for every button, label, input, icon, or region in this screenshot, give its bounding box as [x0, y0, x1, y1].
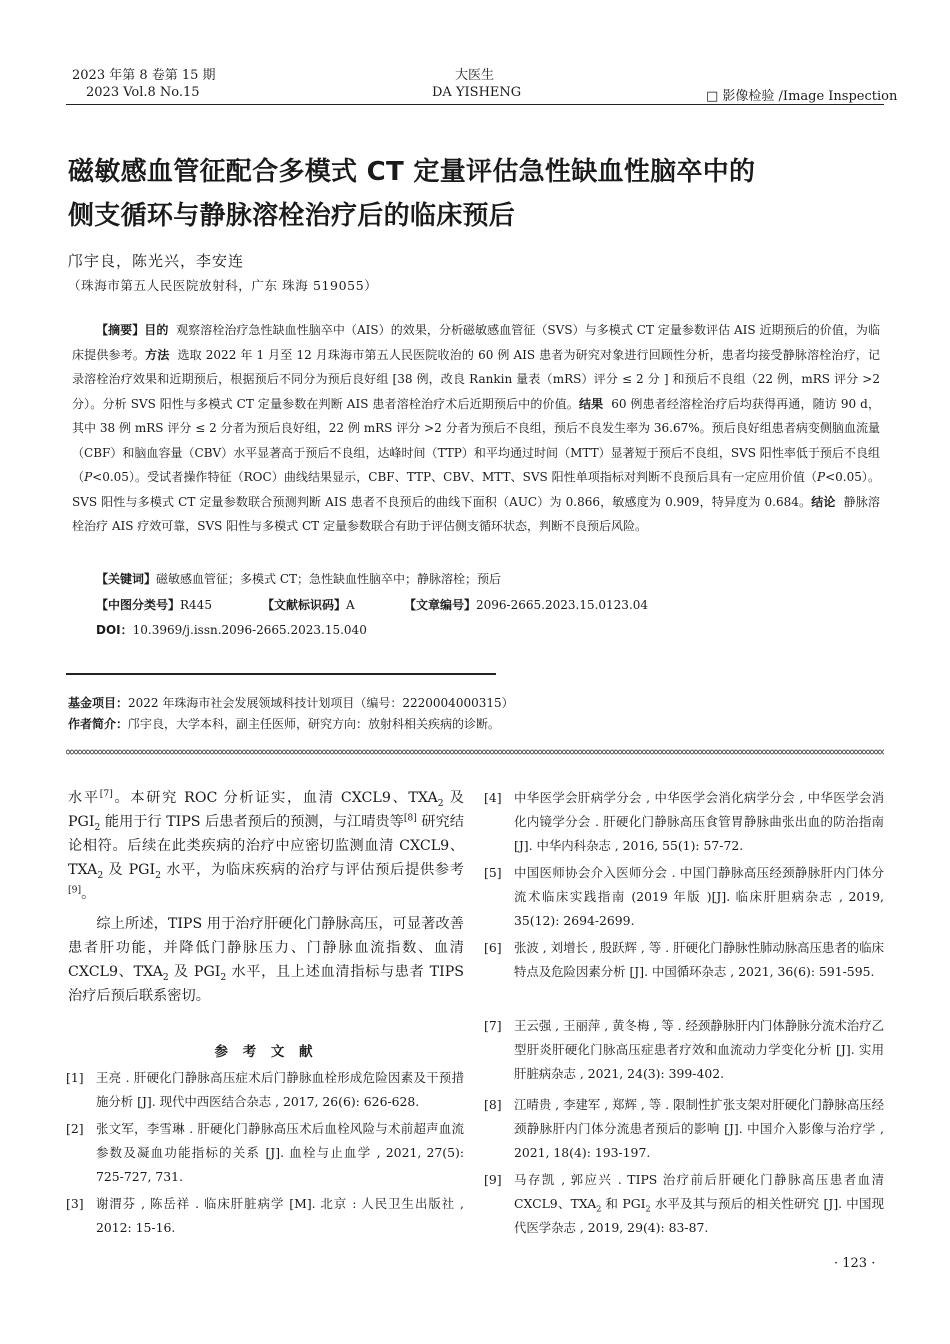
article-number-label: 【文章编号】: [404, 598, 477, 612]
clc-number: [96, 596, 212, 613]
body-paragraph-2: 综上所述，TIPS 用于治疗肝硬化门静脉高压，可显著改善患者肝功能，并降低门静脉压力、门静脉血流指数、血清 CXCL9、$TXA_2$ 及 $PGI_2$ 水平，且上述血清指标与患者 TIPS 治疗后预后联系密切。: [68, 916, 464, 1004]
article-number: [404, 596, 648, 613]
abstract: [72, 318, 880, 539]
author-bio-text: 邝宇良，大学本科，副主任医师，研究方向：放射科相关疾病的诊断。: [128, 717, 501, 731]
doi-value[interactable]: 10.3969/j.issn.2096-2665.2023.15.040: [132, 623, 367, 637]
header-journal-cn: 大医生: [455, 68, 495, 83]
citation-8[interactable]: [8]: [403, 812, 417, 824]
header-section: □ 影像检验 /Image Inspection: [706, 89, 898, 104]
header-issue-en: 2023 Vol.8 No.15: [86, 85, 200, 100]
doc-code-label: 【文献标识码】: [262, 598, 347, 612]
funding-text: 2022 年珠海市社会发展领域科技计划项目（编号：2220004000315）: [128, 696, 514, 710]
reference-item: [3] 谢渭芬 , 陈岳祥 . 临床肝脏病学 [M]. 北京 : 人民卫生出版社 , 2012: 15-16.: [66, 1196, 464, 1235]
abstract-conclusion-label: 结论: [811, 494, 836, 509]
abstract-result-a: 60 例患者经溶栓治疗后均获得再通，随访 90 d，其中 38 例 mRS 评分 ≤ 2 分者为预后良好组，22 例 mRS 评分 >2 分者为预后不良组，预后不良发生率为 36.67%。预后良好组患者病变侧脑血流量（CBF）和脑血容量（CBV）水平显著高于预后不良组，达峰时间（TTP）和平均通过时间（MTT）显著短于预后不良组，SVS 阳性率低于预后不良组（: [72, 396, 880, 484]
doi: [96, 621, 367, 638]
header-rule: [66, 104, 884, 105]
reference-item: [1] 王亮 . 肝硬化门静脉高压症术后门静脉血栓形成危险因素及干预措施分析 [J]. 现代中西医结合杂志 , 2017, 26(6): 626-628.: [66, 1070, 464, 1109]
title-line-2: 侧支循环与静脉溶栓治疗后的临床预后: [68, 201, 516, 231]
affiliation: （珠海市第五人民医院放射科，广东 珠海 519055）: [68, 278, 378, 293]
abstract-method: 选取 2022 年 1 月至 12 月珠海市第五人民医院收治的 60 例 AIS 患者为研究对象进行回顾性分析，患者均接受静脉溶栓治疗，记录溶栓治疗效果和近期预后，根据预后不同分为预后良好组 [38 例，改良 Rankin 量表（mRS）评分 ≤ 2 分 ] 和预后不良组（22 例，mRS 评分 >2 分）。分析 SVS 阳性与多模式 CT 定量参数在判断 AIS 患者溶栓治疗术后近期预后中的价值。: [72, 347, 880, 411]
wavy-divider: [66, 748, 884, 756]
header-issue-cn: 2023 年第 8 卷第 15 期: [72, 68, 216, 83]
title-line-1: 磁敏感血管征配合多模式 CT 定量评估急性缺血性脑卒中的: [68, 157, 756, 187]
body-paragraph-1: 水平[7]。本研究 ROC 分析证实，血清 CXCL9、$TXA_2$ 及 $PGI_2$ 能用于行 TIPS 后患者预后的预测，与江晴贵等[8] 研究结论相符。后续在此类疾病的治疗中应密切监测血清 CXCL9、$TXA_2$ 及 $PGI_2$ 水平，为临床疾病的治疗与评估预后提供参考[9]。: [68, 788, 464, 902]
abstract-method-label: 方法: [145, 347, 170, 362]
abstract-result-c: <0.05）。SVS 阳性与多模式 CT 定量参数联合预测判断 AIS 患者不良预后的曲线下面积（AUC）为 0.866，敏感度为 0.909，特异度为 0.684。: [72, 470, 880, 509]
reference-item: [7] 王云强 , 王丽萍 , 黄冬梅 , 等 . 经颈静脉肝内门体静脉分流术治疗乙型肝炎肝硬化门脉高压症患者疗效和血流动力学变化分析 [J]. 实用肝脏病杂志 , 2021, 24(3): 399-402.: [484, 1018, 884, 1081]
abstract-objective: 观察溶栓治疗急性缺血性脑卒中（AIS）的效果，分析磁敏感血管征（SVS）与多模式 CT 定量参数评估 AIS 近期预后的价值，为临床提供参考。: [72, 323, 880, 362]
reference-item: [8] 江晴贵 , 李建军 , 郑辉 , 等 . 限制性扩张支架对肝硬化门静脉高压经颈静脉肝内门体分流患者预后的影响 [J]. 中国介入影像与治疗学 , 2021, 18(4): 193-197.: [484, 1097, 884, 1160]
authors: 邝宇良，陈光兴，李安连: [68, 252, 245, 270]
body-text: [68, 786, 464, 1008]
clc-label: 【中图分类号】: [96, 598, 181, 612]
keywords-text: 磁敏感血管征；多模式 CT；急性缺血性脑卒中；静脉溶栓；预后: [156, 572, 502, 586]
page-number: · 123 ·: [834, 1256, 876, 1271]
article-number-value: 2096-2665.2023.15.0123.04: [476, 598, 649, 612]
footnote-rule: [66, 673, 496, 675]
keywords-label: 【关键词】: [96, 572, 157, 586]
funding-label: 基金项目：: [68, 696, 129, 710]
references-title: 参 考 文 献: [214, 1044, 318, 1060]
abstract-result-b: <0.05）。受试者操作特征（ROC）曲线结果显示，CBF、TTP、CBV、MTT、SVS 阳性单项指标对判断不良预后具有一定应用价值（: [92, 470, 818, 484]
reference-item: [2] 张文军，李雪琳 . 肝硬化门静脉高压术后血栓风险与术前超声血流参数及凝血功能指标的关系 [J]. 血栓与止血学 , 2021, 27(5): 725-727, 731.: [66, 1121, 464, 1184]
abstract-label: 【摘要】: [96, 323, 145, 337]
reference-item: [5] 中国医师协会介入医师分会 . 中国门静脉高压经颈静脉肝内门体分流术临床实践指南 (2019 年版 )[J]. 临床肝胆病杂志 , 2019, 35(12): 2694-2699.: [484, 865, 884, 928]
funding: [68, 694, 514, 711]
keywords: [96, 570, 501, 587]
author-bio: [68, 715, 500, 732]
header-journal-en: DA YISHENG: [432, 85, 522, 100]
author-bio-label: 作者简介：: [68, 717, 129, 731]
abstract-conclusion: 静脉溶栓治疗 AIS 疗效可靠，SVS 阳性与多模式 CT 定量参数联合有助于评估侧支循环状态，判断不良预后风险。: [72, 494, 880, 533]
p-symbol: P: [84, 470, 93, 484]
doc-code-value: A: [346, 598, 355, 612]
citation-7[interactable]: [7]: [99, 788, 113, 800]
abstract-result-label: 结果: [578, 396, 604, 411]
reference-item: [9] 马存凯 , 郭应兴 . TIPS 治疗前后肝硬化门静脉高压患者血清 CXCL9、$TXA_2$ 和 $PGI_2$ 水平及其与预后的相关性研究 [J]. 中国现代医学杂志 , 2019, 29(4): 83-87.: [484, 1172, 884, 1235]
reference-item: [6] 张波 , 刘增长 , 殷跃辉 , 等 . 肝硬化门静脉性肺动脉高压患者的临床特点及危险因素分析 [J]. 中国循环杂志 , 2021, 36(6): 591-595.: [484, 940, 884, 979]
article-title: [68, 150, 888, 238]
reference-item: [4] 中华医学会肝病学分会 , 中华医学会消化病学分会 , 中华医学会消化内镜学分会 . 肝硬化门静脉高压食管胃静脉曲张出血的防治指南 [J]. 中华内科杂志 , 2016, 55(1): 57-72.: [484, 790, 884, 853]
doi-label: DOI：: [96, 623, 133, 637]
citation-9[interactable]: [9]: [68, 884, 82, 896]
p-symbol: P: [817, 470, 826, 484]
abstract-objective-label: 目的: [144, 323, 169, 337]
doc-code: [262, 596, 355, 613]
clc-value: R445: [180, 598, 212, 612]
